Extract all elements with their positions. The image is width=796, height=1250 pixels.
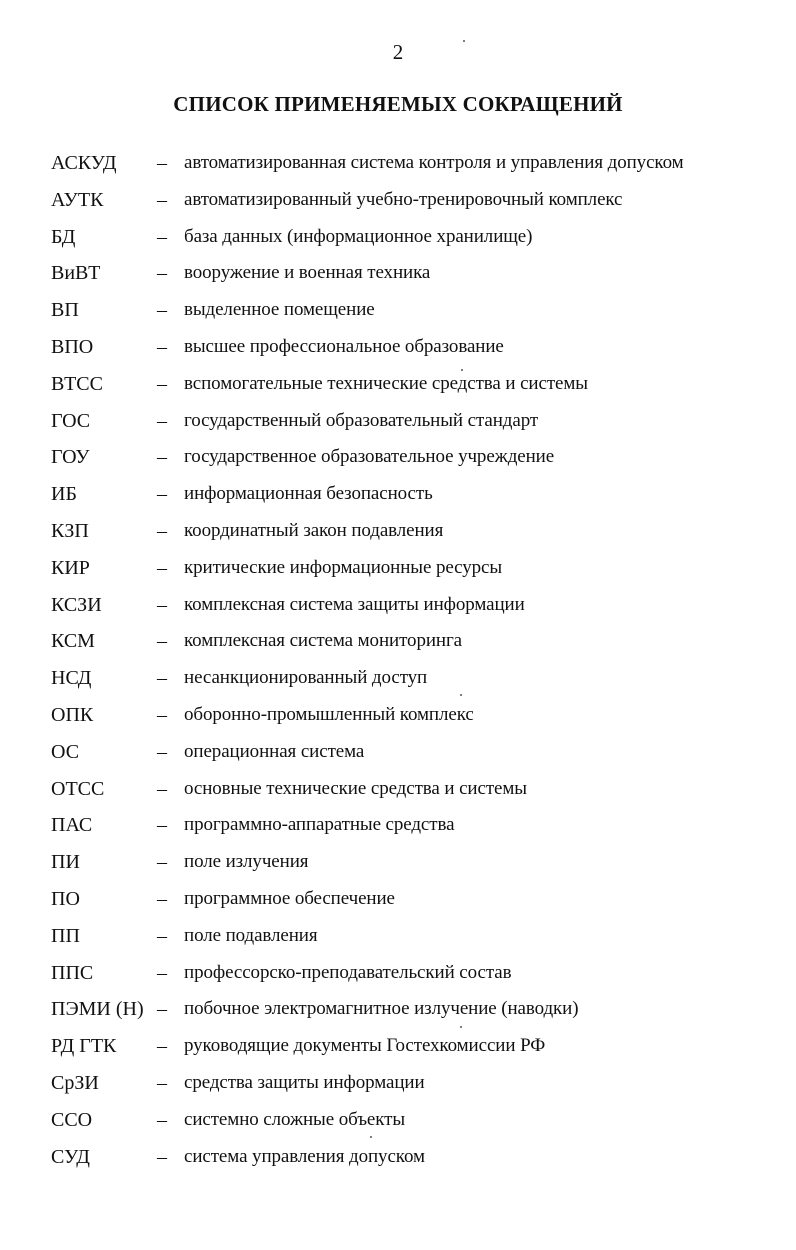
abbreviation-dash: – bbox=[157, 777, 167, 800]
abbreviation-row bbox=[0, 881, 796, 918]
abbreviation-dash: – bbox=[157, 667, 167, 690]
abbreviation-row bbox=[0, 771, 796, 808]
abbreviation-term: КЗП bbox=[51, 519, 89, 542]
abbreviation-term: КСМ bbox=[51, 630, 95, 653]
abbreviation-term: ВП bbox=[51, 299, 79, 322]
abbreviation-term: ВТСС bbox=[51, 372, 103, 395]
abbreviation-row bbox=[0, 955, 796, 992]
abbreviation-definition: высшее профессиональное образование bbox=[184, 335, 504, 357]
abbreviation-list bbox=[0, 145, 796, 1175]
abbreviation-definition: вооружение и военная техника bbox=[184, 262, 431, 284]
abbreviation-term: ГОУ bbox=[51, 446, 90, 469]
abbreviation-definition: координатный закон подавления bbox=[184, 519, 444, 541]
abbreviation-term: КИР bbox=[51, 556, 90, 579]
abbreviation-term: ВиВТ bbox=[51, 262, 101, 285]
scan-speck bbox=[461, 369, 463, 371]
scan-speck bbox=[460, 694, 462, 696]
abbreviation-definition: база данных (информационное хранилище) bbox=[184, 225, 533, 247]
abbreviation-dash: – bbox=[157, 152, 167, 174]
abbreviation-definition: программное обеспечение bbox=[184, 887, 395, 909]
abbreviation-row bbox=[0, 1139, 796, 1176]
abbreviation-dash: – bbox=[157, 1145, 167, 1168]
abbreviation-definition: системно сложные объекты bbox=[184, 1108, 405, 1130]
abbreviation-dash: – bbox=[157, 519, 167, 542]
abbreviation-term: ПЭМИ (Н) bbox=[51, 998, 144, 1021]
abbreviation-definition: средства защиты информации bbox=[184, 1071, 425, 1093]
abbreviation-definition: программно-аппаратные средства bbox=[184, 814, 455, 836]
abbreviation-row bbox=[0, 918, 796, 955]
abbreviation-row bbox=[0, 844, 796, 881]
abbreviation-term: БД bbox=[51, 225, 76, 248]
abbreviation-definition: несанкционированный доступ bbox=[184, 667, 428, 689]
abbreviation-dash: – bbox=[157, 299, 167, 322]
abbreviation-definition: вспомогательные технические средства и системы bbox=[184, 372, 588, 394]
abbreviation-definition: поле подавления bbox=[184, 924, 318, 946]
abbreviation-term: ППС bbox=[51, 961, 94, 984]
abbreviation-dash: – bbox=[157, 483, 167, 506]
abbreviation-dash: – bbox=[157, 372, 167, 395]
abbreviation-definition: критические информационные ресурсы bbox=[184, 556, 503, 578]
scan-speck bbox=[460, 1026, 462, 1028]
abbreviation-row bbox=[0, 1102, 796, 1139]
abbreviation-dash: – bbox=[157, 262, 167, 285]
abbreviation-definition: государственный образовательный стандарт bbox=[184, 409, 539, 431]
abbreviation-row bbox=[0, 660, 796, 697]
abbreviation-definition: профессорско-преподавательский состав bbox=[184, 961, 512, 983]
abbreviation-row bbox=[0, 403, 796, 440]
abbreviation-dash: – bbox=[157, 887, 167, 910]
abbreviation-definition: комплексная система защиты информации bbox=[184, 593, 525, 615]
abbreviation-dash: – bbox=[157, 851, 167, 874]
abbreviation-definition: операционная система bbox=[184, 740, 365, 762]
abbreviation-definition: государственное образовательное учреждение bbox=[184, 446, 555, 468]
abbreviation-dash: – bbox=[157, 998, 167, 1021]
abbreviation-row bbox=[0, 439, 796, 476]
abbreviation-row bbox=[0, 734, 796, 771]
page-number: 2 bbox=[392, 40, 404, 64]
abbreviation-row bbox=[0, 550, 796, 587]
abbreviation-definition: информационная безопасность bbox=[184, 483, 433, 505]
abbreviation-dash: – bbox=[157, 225, 167, 248]
abbreviation-row bbox=[0, 292, 796, 329]
abbreviation-dash: – bbox=[157, 556, 167, 579]
abbreviation-term: РД ГТК bbox=[51, 1035, 117, 1058]
abbreviation-definition: выделенное помещение bbox=[184, 299, 375, 321]
abbreviation-dash: – bbox=[157, 703, 167, 726]
abbreviation-row bbox=[0, 182, 796, 219]
abbreviation-dash: – bbox=[157, 409, 167, 432]
abbreviation-dash: – bbox=[157, 335, 167, 358]
abbreviation-definition: система управления допуском bbox=[184, 1145, 425, 1167]
abbreviation-row bbox=[0, 329, 796, 366]
abbreviation-term: ОПК bbox=[51, 703, 94, 726]
scan-speck bbox=[370, 1136, 372, 1138]
abbreviation-definition: основные технические средства и системы bbox=[184, 777, 527, 799]
abbreviation-row bbox=[0, 587, 796, 624]
abbreviation-term: АСКУД bbox=[51, 152, 117, 174]
abbreviation-term: СУД bbox=[51, 1145, 90, 1168]
abbreviation-term: ССО bbox=[51, 1108, 93, 1131]
abbreviation-row bbox=[0, 366, 796, 403]
abbreviation-row bbox=[0, 219, 796, 256]
abbreviation-row bbox=[0, 513, 796, 550]
abbreviation-dash: – bbox=[157, 740, 167, 763]
abbreviation-definition: автоматизированный учебно-тренировочный комплекс bbox=[184, 188, 623, 210]
abbreviation-row bbox=[0, 807, 796, 844]
abbreviation-term: ИБ bbox=[51, 483, 77, 506]
abbreviation-term: ПИ bbox=[51, 851, 80, 874]
abbreviation-dash: – bbox=[157, 188, 167, 211]
abbreviation-definition: комплексная система мониторинга bbox=[184, 630, 463, 652]
abbreviation-dash: – bbox=[157, 1071, 167, 1094]
abbreviation-row bbox=[0, 623, 796, 660]
abbreviation-term: ПП bbox=[51, 924, 80, 947]
abbreviation-row bbox=[0, 991, 796, 1028]
abbreviation-definition: поле излучения bbox=[184, 851, 309, 873]
abbreviation-term: ВПО bbox=[51, 335, 94, 358]
abbreviation-row bbox=[0, 1065, 796, 1102]
abbreviation-row bbox=[0, 697, 796, 734]
abbreviation-term: АУТК bbox=[51, 188, 104, 211]
abbreviation-row bbox=[0, 145, 796, 182]
abbreviation-term: ПАС bbox=[51, 814, 93, 837]
abbreviation-row bbox=[0, 255, 796, 292]
abbreviation-term: ОС bbox=[51, 740, 80, 763]
abbreviation-dash: – bbox=[157, 593, 167, 616]
abbreviation-definition: побочное электромагнитное излучение (наводки) bbox=[184, 998, 579, 1020]
abbreviation-term: ГОС bbox=[51, 409, 91, 432]
abbreviation-definition: руководящие документы Гостехкомиссии РФ bbox=[184, 1035, 546, 1057]
abbreviation-term: ПО bbox=[51, 887, 80, 910]
abbreviation-term: ОТСС bbox=[51, 777, 105, 800]
abbreviation-dash: – bbox=[157, 961, 167, 984]
abbreviation-definition: оборонно-промышленный комплекс bbox=[184, 703, 474, 725]
abbreviation-dash: – bbox=[157, 814, 167, 837]
page-title: СПИСОК ПРИМЕНЯЕМЫХ СОКРАЩЕНИЙ bbox=[173, 92, 623, 116]
abbreviation-dash: – bbox=[157, 630, 167, 653]
scan-speck bbox=[463, 40, 465, 42]
abbreviation-dash: – bbox=[157, 1108, 167, 1131]
abbreviation-dash: – bbox=[157, 924, 167, 947]
abbreviation-term: НСД bbox=[51, 667, 92, 690]
abbreviation-term: СрЗИ bbox=[51, 1071, 99, 1094]
abbreviation-term: КСЗИ bbox=[51, 593, 102, 616]
abbreviation-row bbox=[0, 1028, 796, 1065]
abbreviation-dash: – bbox=[157, 446, 167, 469]
abbreviation-dash: – bbox=[157, 1035, 167, 1058]
abbreviation-definition: автоматизированная система контроля и управления допуском bbox=[184, 152, 684, 173]
abbreviation-row bbox=[0, 476, 796, 513]
